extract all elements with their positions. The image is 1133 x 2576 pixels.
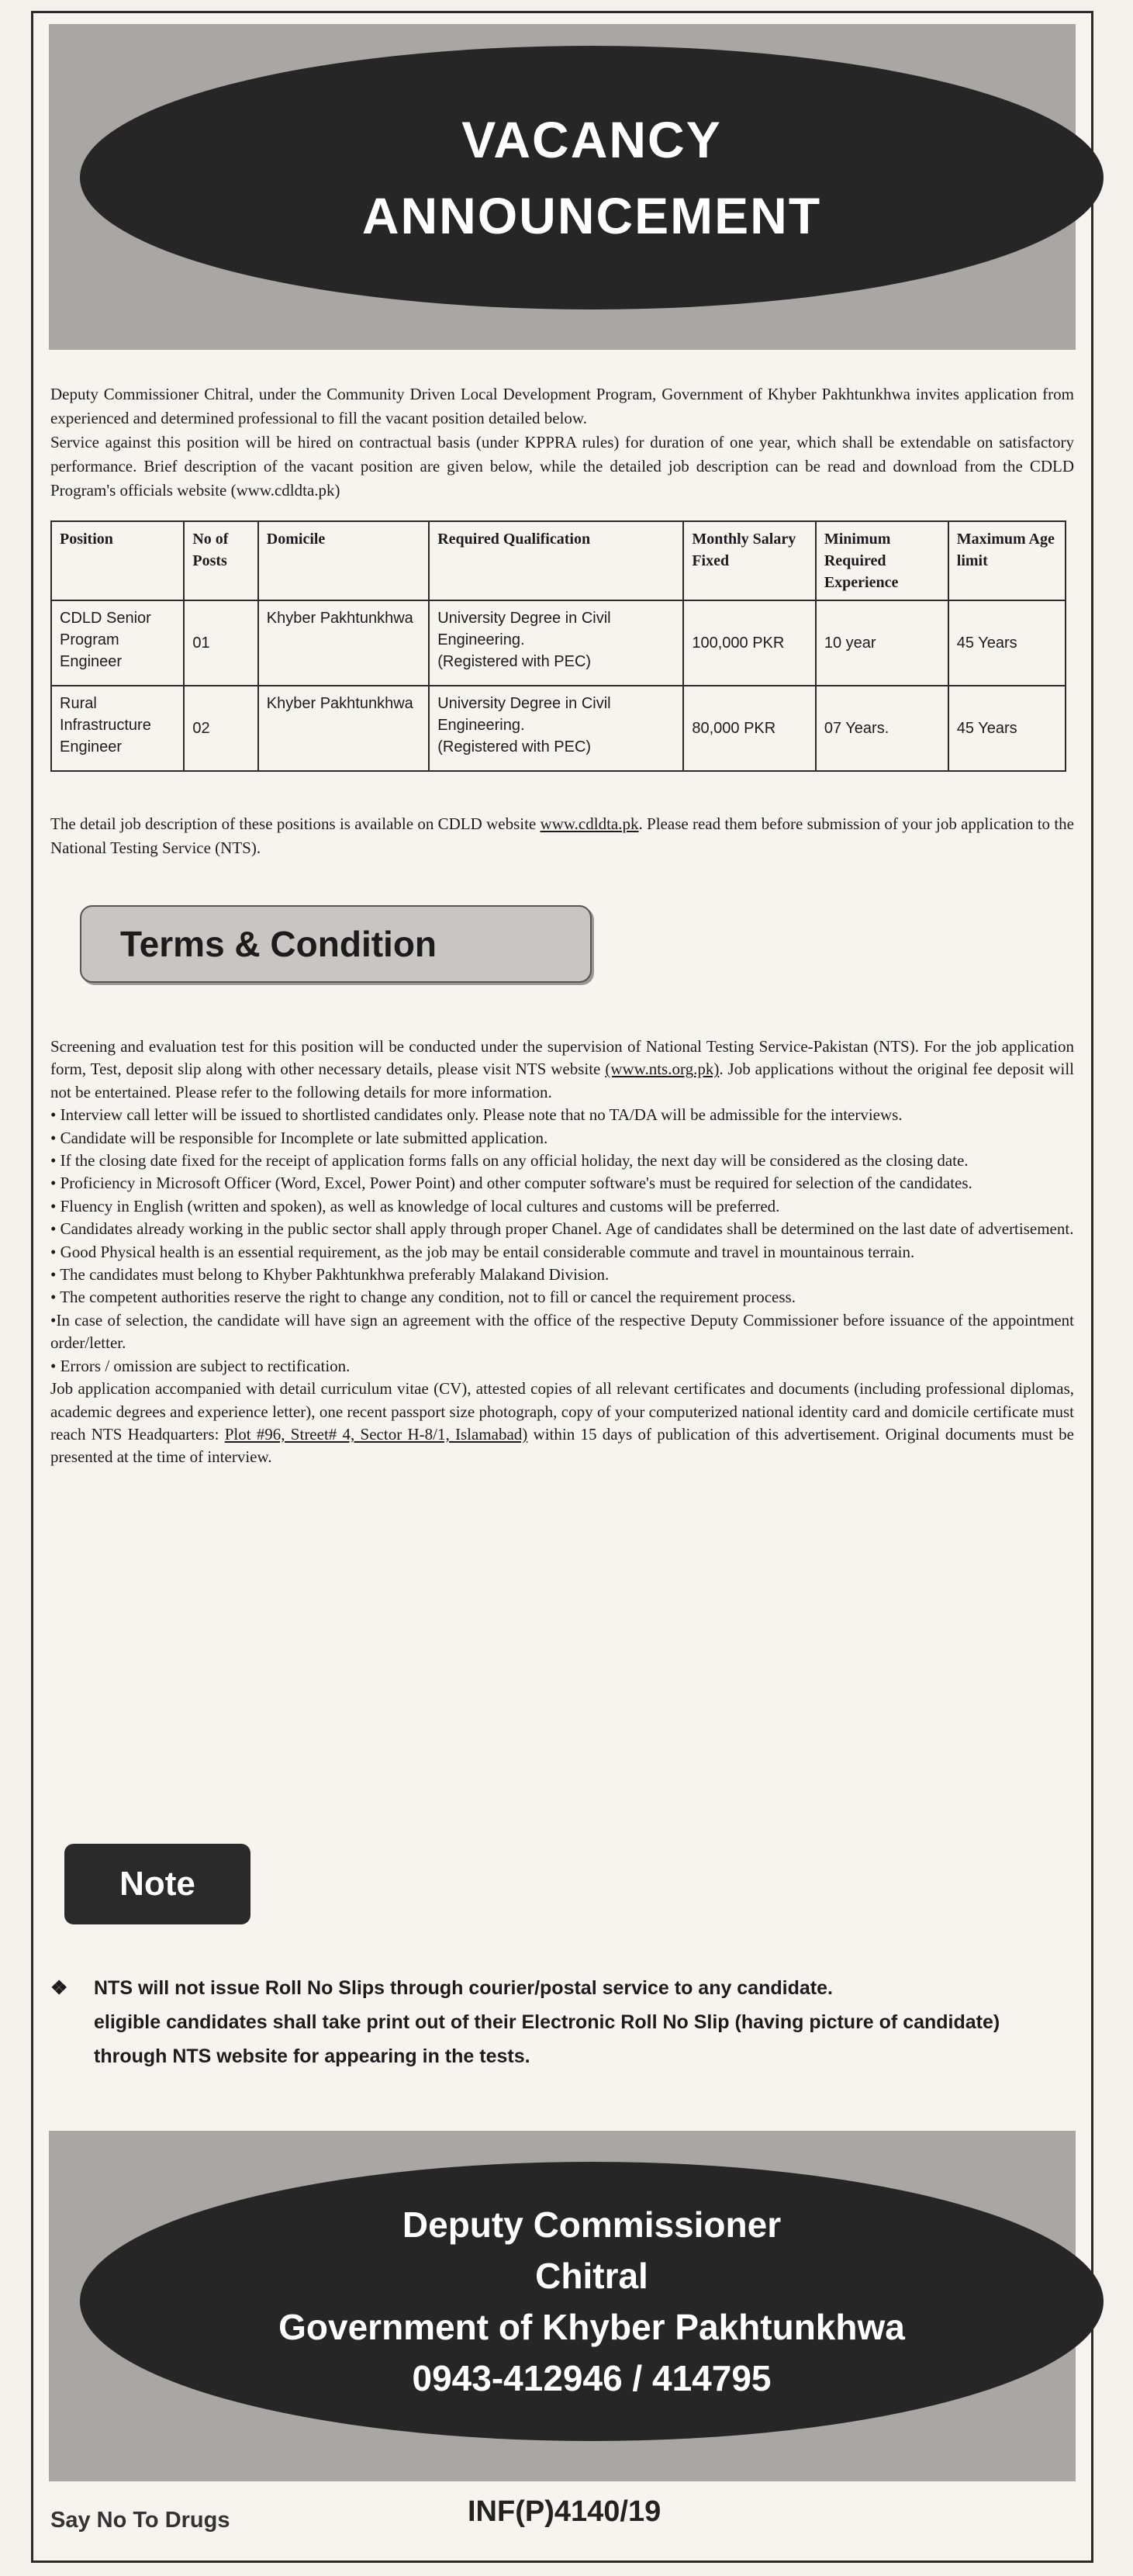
terms-item: • Candidates already working in the public sector shall apply through proper Chanel. Age of candidates shall be determined on the last date of advertisement. bbox=[50, 1219, 1074, 1239]
vacancy-table bbox=[50, 520, 1066, 772]
footer-line-2: Chitral bbox=[535, 2256, 648, 2296]
footer-line-1: Deputy Commissioner bbox=[402, 2204, 782, 2245]
note-line-1: NTS will not issue Roll No Slips through courier/postal service to any candidate. bbox=[94, 1977, 833, 1999]
cell-age: 45 Years bbox=[948, 686, 1066, 771]
header-position: Position bbox=[51, 521, 184, 600]
slogan: Say No To Drugs bbox=[50, 2508, 230, 2533]
cell-domicile: Khyber Pakhtunkhwa bbox=[258, 686, 429, 771]
header-age: Maximum Age limit bbox=[948, 521, 1066, 600]
nts-website-link[interactable]: (www.nts.org.pk) bbox=[605, 1060, 720, 1079]
terms-item: • Fluency in English (written and spoken), as well as knowledge of local cultures and customs will be preferred. bbox=[50, 1196, 780, 1215]
footer-phone: 0943-412946 / 414795 bbox=[412, 2358, 772, 2398]
note-line-2: eligible candidates shall take print out of their Electronic Roll No Slip (having picture of candidate) bbox=[94, 2011, 1000, 2033]
terms-intro-after: . Job applications without the original fee deposit will not be entertained. Please refer to the following details for more information. bbox=[50, 1060, 1074, 1101]
terms-heading: Terms & Condition bbox=[120, 924, 437, 964]
header-oval bbox=[80, 46, 1104, 309]
diamond-bullet-icon: ❖ bbox=[50, 1977, 68, 1999]
table-header-row bbox=[51, 521, 1066, 600]
note-line-3: through NTS website for appearing in the tests. bbox=[94, 2045, 530, 2067]
detail-note-text bbox=[50, 812, 1074, 860]
title-line-1: VACANCY bbox=[461, 111, 722, 168]
cell-qualification bbox=[429, 600, 683, 686]
detail-note bbox=[50, 812, 1074, 860]
terms-item: • If the closing date fixed for the receipt of application forms falls on any official holiday, the next day will be considered as the closing date. bbox=[50, 1151, 969, 1170]
terms-item: • Errors / omission are subject to rectification. bbox=[50, 1356, 351, 1375]
header-salary: Monthly Salary Fixed bbox=[683, 521, 816, 600]
terms-item: •In case of selection, the candidate will have sign an agreement with the office of the respective Deputy Commissioner before issuance of the appointment order/letter. bbox=[50, 1310, 1074, 1353]
detail-note-before: The detail job description of these positions is available on CDLD website bbox=[50, 814, 541, 833]
cell-domicile: Khyber Pakhtunkhwa bbox=[258, 600, 429, 686]
advertisement-frame bbox=[31, 11, 1093, 2563]
terms-item: • The competent authorities reserve the right to change any condition, not to fill or cancel the requirement process. bbox=[50, 1288, 796, 1307]
header-domicile: Domicile bbox=[258, 521, 429, 600]
cell-age: 45 Years bbox=[948, 600, 1066, 686]
cell-position: CDLD Senior Program Engineer bbox=[51, 600, 184, 686]
cell-position: Rural Infrastructure Engineer bbox=[51, 686, 184, 771]
title-line-2: ANNOUNCEMENT bbox=[361, 187, 822, 244]
qualification-registration: (Registered with PEC) bbox=[437, 653, 592, 670]
cell-posts: 01 bbox=[184, 600, 257, 686]
cell-experience: 10 year bbox=[816, 600, 948, 686]
intro-paragraph-2: Service against this position will be hired on contractual basis (under KPPRA rules) for duration of one year, which shall be extendable on satisfactory performance. Brief description of the vacant position are given below, while the detailed job description can be read and download from the CDLD Program's officials website (www.cdldta.pk) bbox=[50, 433, 1074, 500]
terms-item: • Interview call letter will be issued to shortlisted candidates only. Please note that no TA/DA will be admissible for the interviews. bbox=[50, 1105, 903, 1125]
terms-closing-before: Job application accompanied with detail curriculum vitae (CV), attested copies of all relevant certificates and documents (including professional diplomas, academic degrees and experience letter), one recent passport size photograph, copy of your computerized national identity card and domicile certificate must reach NTS Headquarters: bbox=[50, 1379, 1074, 1444]
intro-paragraph-1: Deputy Commissioner Chitral, under the Community Driven Local Development Program, Government of Khyber Pakhtunkhwa invites application from experienced and determined professional to fill the vacant position detailed below. bbox=[50, 385, 1074, 427]
terms-item: • Candidate will be responsible for Incomplete or late submitted application. bbox=[50, 1128, 548, 1147]
terms-closing bbox=[50, 1378, 1074, 1469]
terms-closing-after: within 15 days of publication of this advertisement. Original documents must be presented at the time of interview. bbox=[50, 1424, 1075, 1467]
header-posts: No of Posts bbox=[184, 521, 257, 600]
cell-experience: 07 Years. bbox=[816, 686, 948, 771]
terms-item: • Proficiency in Microsoft Officer (Word, Excel, Power Point) and other computer software's must be required for selection of the candidates. bbox=[50, 1174, 972, 1193]
detail-note-after: . Please read them before submission of your job application to the National Testing Service (NTS). bbox=[50, 814, 1074, 857]
qualification-degree: University Degree in Civil Engineering. bbox=[437, 695, 611, 734]
note-heading-box bbox=[64, 1844, 250, 1924]
header-band bbox=[49, 24, 1076, 350]
table-row bbox=[51, 600, 1066, 686]
footer-oval bbox=[80, 2162, 1104, 2441]
terms-heading-box bbox=[80, 905, 592, 983]
terms-item: • Good Physical health is an essential requirement, as the job may be entail considerable commute and travel in mountainous terrain. bbox=[50, 1242, 915, 1261]
intro-section bbox=[50, 382, 1074, 503]
cell-posts: 02 bbox=[184, 686, 257, 771]
terms-intro bbox=[50, 1036, 1074, 1104]
cell-qualification bbox=[429, 686, 683, 771]
note-section bbox=[50, 1971, 1074, 2073]
terms-section bbox=[50, 1036, 1074, 1469]
cdld-website-link[interactable]: www.cdldta.pk bbox=[540, 814, 639, 833]
terms-intro-before: Screening and evaluation test for this position will be conducted under the supervision of National Testing Service-Pakistan (NTS). For the job application form, Test, deposit slip along with other necessary details, please visit NTS website bbox=[50, 1037, 1074, 1079]
note-heading: Note bbox=[119, 1865, 195, 1903]
qualification-registration: (Registered with PEC) bbox=[437, 738, 592, 756]
nts-headquarters-address: Plot #96, Street# 4, Sector H-8/1, Islamabad) bbox=[224, 1424, 528, 1444]
reference-number: INF(P)4140/19 bbox=[468, 2495, 661, 2528]
footer-line-3: Government of Khyber Pakhtunkhwa bbox=[278, 2307, 905, 2347]
header-qualification: Required Qualification bbox=[429, 521, 683, 600]
header-experience: Minimum Required Experience bbox=[816, 521, 948, 600]
terms-item: • The candidates must belong to Khyber Pakhtunkhwa preferably Malakand Division. bbox=[50, 1265, 610, 1285]
footer-band bbox=[49, 2131, 1076, 2481]
table-row bbox=[51, 686, 1066, 771]
qualification-degree: University Degree in Civil Engineering. bbox=[437, 610, 611, 648]
cell-salary: 80,000 PKR bbox=[683, 686, 816, 771]
cell-salary: 100,000 PKR bbox=[683, 600, 816, 686]
